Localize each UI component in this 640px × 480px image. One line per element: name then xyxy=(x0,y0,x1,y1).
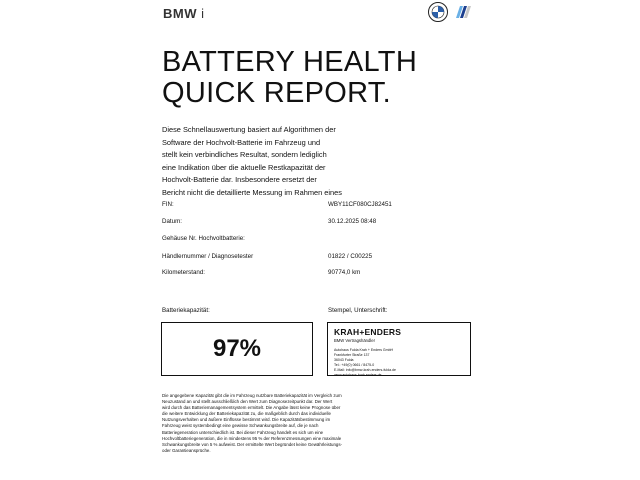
bmw-roundel-icon xyxy=(428,2,448,22)
km-label: Kilometerstand: xyxy=(162,269,205,276)
intro-line: Bericht nicht die detaillierte Messung im Rahmen eines xyxy=(162,187,342,197)
datum-value: 30.12.2025 08:48 xyxy=(328,218,377,225)
stamp-box xyxy=(327,322,471,376)
haendler-value: 01822 / C00225 xyxy=(328,253,373,260)
capacity-value: 97% xyxy=(212,335,262,362)
dealer-address-line: www.autohaus-krah-enders.de xyxy=(334,373,382,377)
footnote-line: Schwankungsbreite von 5 % aufweist. Der ermittelte Wert begründet keine Gewährleistungs- xyxy=(162,441,343,447)
footnote-line: Neuzustand an und stellt ausschließlich den Wert zum Diagnosezeitpunkt dar. Der Wert xyxy=(162,399,333,405)
intro-line: stellt kein verbindliches Resultat, sondern lediglich xyxy=(162,150,327,160)
dealer-address-line: 36043 Fulda xyxy=(334,358,354,362)
haendler-label: Händlernummer / Diagnosetester xyxy=(162,253,254,260)
brand-bold: BMW xyxy=(163,6,197,21)
intro-line: eine Indikation über die aktuelle Restkapazität der xyxy=(162,162,326,172)
footnote-line: Hochvoltbatteriegeneration, die in mindestens 95 % der Referenzmessungen eine maximale xyxy=(162,435,342,441)
dealer-address-line: Autohaus Fulda Krah + Enders GmbH xyxy=(334,348,394,352)
dealer-address-line: E-Mail: info@bmw-krah-enders-fulda.de xyxy=(334,368,396,372)
dealer-address xyxy=(334,348,396,378)
capacity-box xyxy=(161,322,313,376)
footnote-paragraph xyxy=(162,393,394,454)
dealer-address-line: Frankfurter Straße 137 xyxy=(334,353,370,357)
capacity-label: Batteriekapazität: xyxy=(162,307,210,314)
stamp-label: Stempel, Unterschrift: xyxy=(328,307,388,314)
fin-value: WBY11CF080CJ82451 xyxy=(328,201,392,208)
report-title xyxy=(162,47,417,109)
km-value: 90774,0 km xyxy=(328,269,361,276)
title-line-1: BATTERY HEALTH xyxy=(162,46,418,78)
footnote-line: Nutzungsverhalten und äußere Einflüsse bestimmt wird. Die Kapazitätsbestimmung im xyxy=(162,417,331,423)
brand-light: i xyxy=(201,6,205,21)
footnote-line: die weitere Entwicklung der Batteriekapazität zu, die maßgeblich durch das individuelle xyxy=(162,411,331,417)
intro-line: Software der Hochvolt-Batterie im Fahrzeug und xyxy=(162,137,321,147)
intro-line: Hochvolt-Batterie dar. Insbesondere ersetzt der xyxy=(162,175,317,185)
footnote-line: Batteriegeneration unterschiedlich ist. Bei dieser Fahrzeug handelt es sich um eine xyxy=(162,429,324,435)
dealer-address-line: Tel.: +49(0) 0661 / 8475-0 xyxy=(334,363,375,367)
m-stripes-icon xyxy=(455,6,473,18)
fin-label: FIN: xyxy=(162,201,174,208)
title-line-2: QUICK REPORT. xyxy=(162,77,391,109)
brand-logo xyxy=(163,6,205,21)
intro-paragraph xyxy=(162,124,402,197)
footnote-line: Die angegebene Kapazität gibt die im Fahrzeug nutzbare Batteriekapazität im Vergleich zum xyxy=(162,393,342,398)
gehaeuse-label: Gehäuse Nr. Hochvoltbatterie: xyxy=(162,235,245,242)
datum-label: Datum: xyxy=(162,218,182,225)
dealer-subtitle: BMW Vertragshändler xyxy=(334,338,375,343)
footnote-line: oder Garantieansprüche. xyxy=(162,447,211,453)
footnote-line: wird durch das Batteriemanagementsystem ermittelt. Die Angabe lässt keine Prognose über xyxy=(162,405,341,411)
dealer-logo: KRAH+ENDERS xyxy=(334,327,402,337)
footnote-line: Fahrzeug weist systembedingt eine gewisse Schwankungsbreite auf, die je nach xyxy=(162,423,319,429)
intro-line: Diese Schnellauswertung basiert auf Algorithmen der xyxy=(162,125,336,134)
